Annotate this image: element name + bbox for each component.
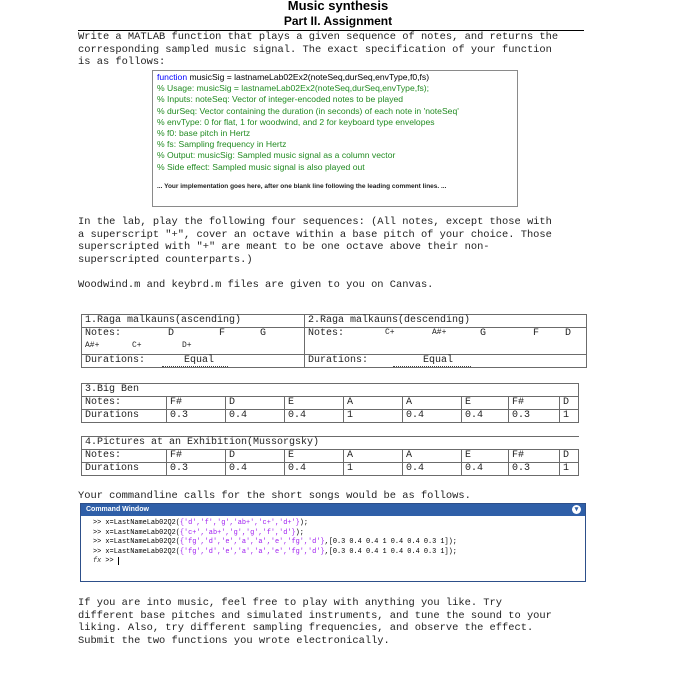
note: F# (167, 397, 226, 410)
page-subtitle: Part II. Assignment (283, 14, 393, 28)
lab-paragraph: In the lab, play the following four sequences: (All notes, except those with a superscript "+", cover an octave within a base pitch of your choice. Those superscripted with "+" are meant to be one octave above their non- superscripted counterparts.) (78, 216, 552, 266)
note: F# (509, 397, 560, 410)
big-ben-table (81, 383, 579, 423)
big-ben-title: 3.Big Ben (82, 384, 579, 397)
raga-table (81, 314, 587, 368)
pictures-title: 4.Pictures at an Exhibition(Mussorgsky) (82, 437, 579, 450)
durations-label: Durations: (85, 355, 146, 366)
command-window-body[interactable] (81, 516, 585, 567)
note: E (462, 397, 509, 410)
command-prompt[interactable]: fx >> (93, 557, 585, 567)
durations-label: Durations (82, 410, 167, 423)
raga-desc-durations-cell (305, 355, 587, 368)
implementation-note: ... Your implementation goes here, after one blank line following the leading comment lines. ... (157, 182, 447, 190)
note: G (260, 328, 267, 339)
duration: 1 (560, 410, 579, 423)
durations-value: Equal (393, 355, 471, 367)
fx-icon: fx (93, 557, 102, 566)
duration: 1 (344, 410, 403, 423)
note: D (226, 450, 285, 463)
note: A#+ (85, 341, 100, 350)
note: C+ (132, 341, 142, 350)
note: D (560, 397, 579, 410)
raga-asc-title: 1.Raga malkauns(ascending) (82, 315, 305, 328)
note: D+ (182, 341, 192, 350)
comment-line: % fs: Sampling frequency in Hertz (157, 139, 287, 150)
duration: 0.4 (285, 410, 344, 423)
chevron-down-icon[interactable]: ▾ (572, 505, 581, 514)
page-title: Music synthesis (287, 0, 389, 13)
note: F (219, 328, 226, 339)
note: F# (509, 450, 560, 463)
duration: 0.3 (509, 410, 560, 423)
note: D (560, 450, 579, 463)
function-spec-box (152, 70, 518, 207)
note: A#+ (432, 328, 447, 337)
durations-value: Equal (162, 355, 228, 367)
duration: 0.4 (403, 463, 462, 476)
note: A (403, 397, 462, 410)
comment-line: % envType: 0 for flat, 1 for woodwind, and 2 for keyboard type envelopes (157, 116, 435, 127)
comment-line: % Output: musicSig: Sampled music signal as a column vector (157, 150, 396, 161)
note: E (285, 450, 344, 463)
comment-line: % durSeq: Vector containing the duration (in seconds) of each note in 'noteSeq' (157, 105, 459, 116)
raga-desc-title: 2.Raga malkauns(descending) (305, 315, 587, 328)
command-line: >> x=LastNameLab02Q2({'c+','ab+','g','g','f','d'}); (93, 528, 304, 537)
command-window[interactable] (80, 503, 586, 582)
command-line: >> x=LastNameLab02Q2({'fg','d','e','a','a','e','fg','d'},[0.3 0.4 0.4 1 0.4 0.4 0.3 1]); (93, 547, 457, 556)
notes-label: Notes: (85, 328, 122, 339)
raga-asc-durations-cell (82, 355, 305, 368)
duration: 0.4 (403, 410, 462, 423)
command-window-titlebar (81, 504, 585, 516)
files-paragraph: Woodwind.m and keybrd.m files are given to you on Canvas. (78, 279, 434, 291)
note: A (403, 450, 462, 463)
note: A (344, 450, 403, 463)
note: E (285, 397, 344, 410)
duration: 0.3 (167, 463, 226, 476)
duration: 0.4 (462, 463, 509, 476)
note: G (480, 328, 487, 339)
command-window-title: Command Window (86, 506, 149, 513)
note: E (462, 450, 509, 463)
function-signature: function musicSig = lastnameLab02Ex2(noteSeq,durSeq,envType,f0,fs) (157, 72, 430, 82)
duration: 1 (560, 463, 579, 476)
comment-line: % Inputs: noteSeq: Vector of integer-encoded notes to be played (157, 94, 404, 105)
intro-paragraph: Write a MATLAB function that plays a given sequence of notes, and returns the corresponding sampled music signal. The exact specification of your function is as follows: (78, 31, 559, 69)
pictures-table (81, 436, 579, 476)
command-line: >> x=LastNameLab02Q2({'fg','d','e','a','a','e','fg','d'},[0.3 0.4 0.4 1 0.4 0.4 0.3 1]); (93, 538, 457, 547)
raga-asc-notes-cell (82, 328, 305, 355)
duration: 0.4 (462, 410, 509, 423)
notes-label: Notes: (308, 328, 345, 339)
notes-label: Notes: (82, 397, 167, 410)
duration: 0.4 (226, 463, 285, 476)
notes-label: Notes: (82, 450, 167, 463)
duration: 0.3 (509, 463, 560, 476)
note: D (168, 328, 175, 339)
durations-label: Durations (82, 463, 167, 476)
duration: 0.4 (226, 410, 285, 423)
comment-line: % f0: base pitch in Hertz (157, 128, 251, 139)
duration: 1 (344, 463, 403, 476)
note: F# (167, 450, 226, 463)
duration: 0.3 (167, 410, 226, 423)
command-line: >> x=LastNameLab02Q2({'d','f','g','ab+','c+','d+'}); (93, 519, 309, 527)
duration: 0.4 (285, 463, 344, 476)
note: F (533, 328, 540, 339)
note: A (344, 397, 403, 410)
closing-paragraph: If you are into music, feel free to play with anything you like. Try different base pitches and simulated instruments, and tune the sound to your liking. Also, try different sampling frequencies, and observe the effect. Submit the two functions you wrote electronically. (78, 597, 552, 647)
comment-line: % Side effect: Sampled music signal is also played out (157, 161, 365, 172)
comment-line: % Usage: musicSig = lastnameLab02Ex2(noteSeq,durSeq,envType,fs); (157, 83, 430, 94)
note: D (565, 328, 572, 339)
raga-desc-notes-cell (305, 328, 587, 355)
calls-intro: Your commandline calls for the short songs would be as follows. (78, 490, 471, 502)
note: D (226, 397, 285, 410)
note: C+ (385, 328, 395, 337)
durations-label: Durations: (308, 355, 369, 366)
